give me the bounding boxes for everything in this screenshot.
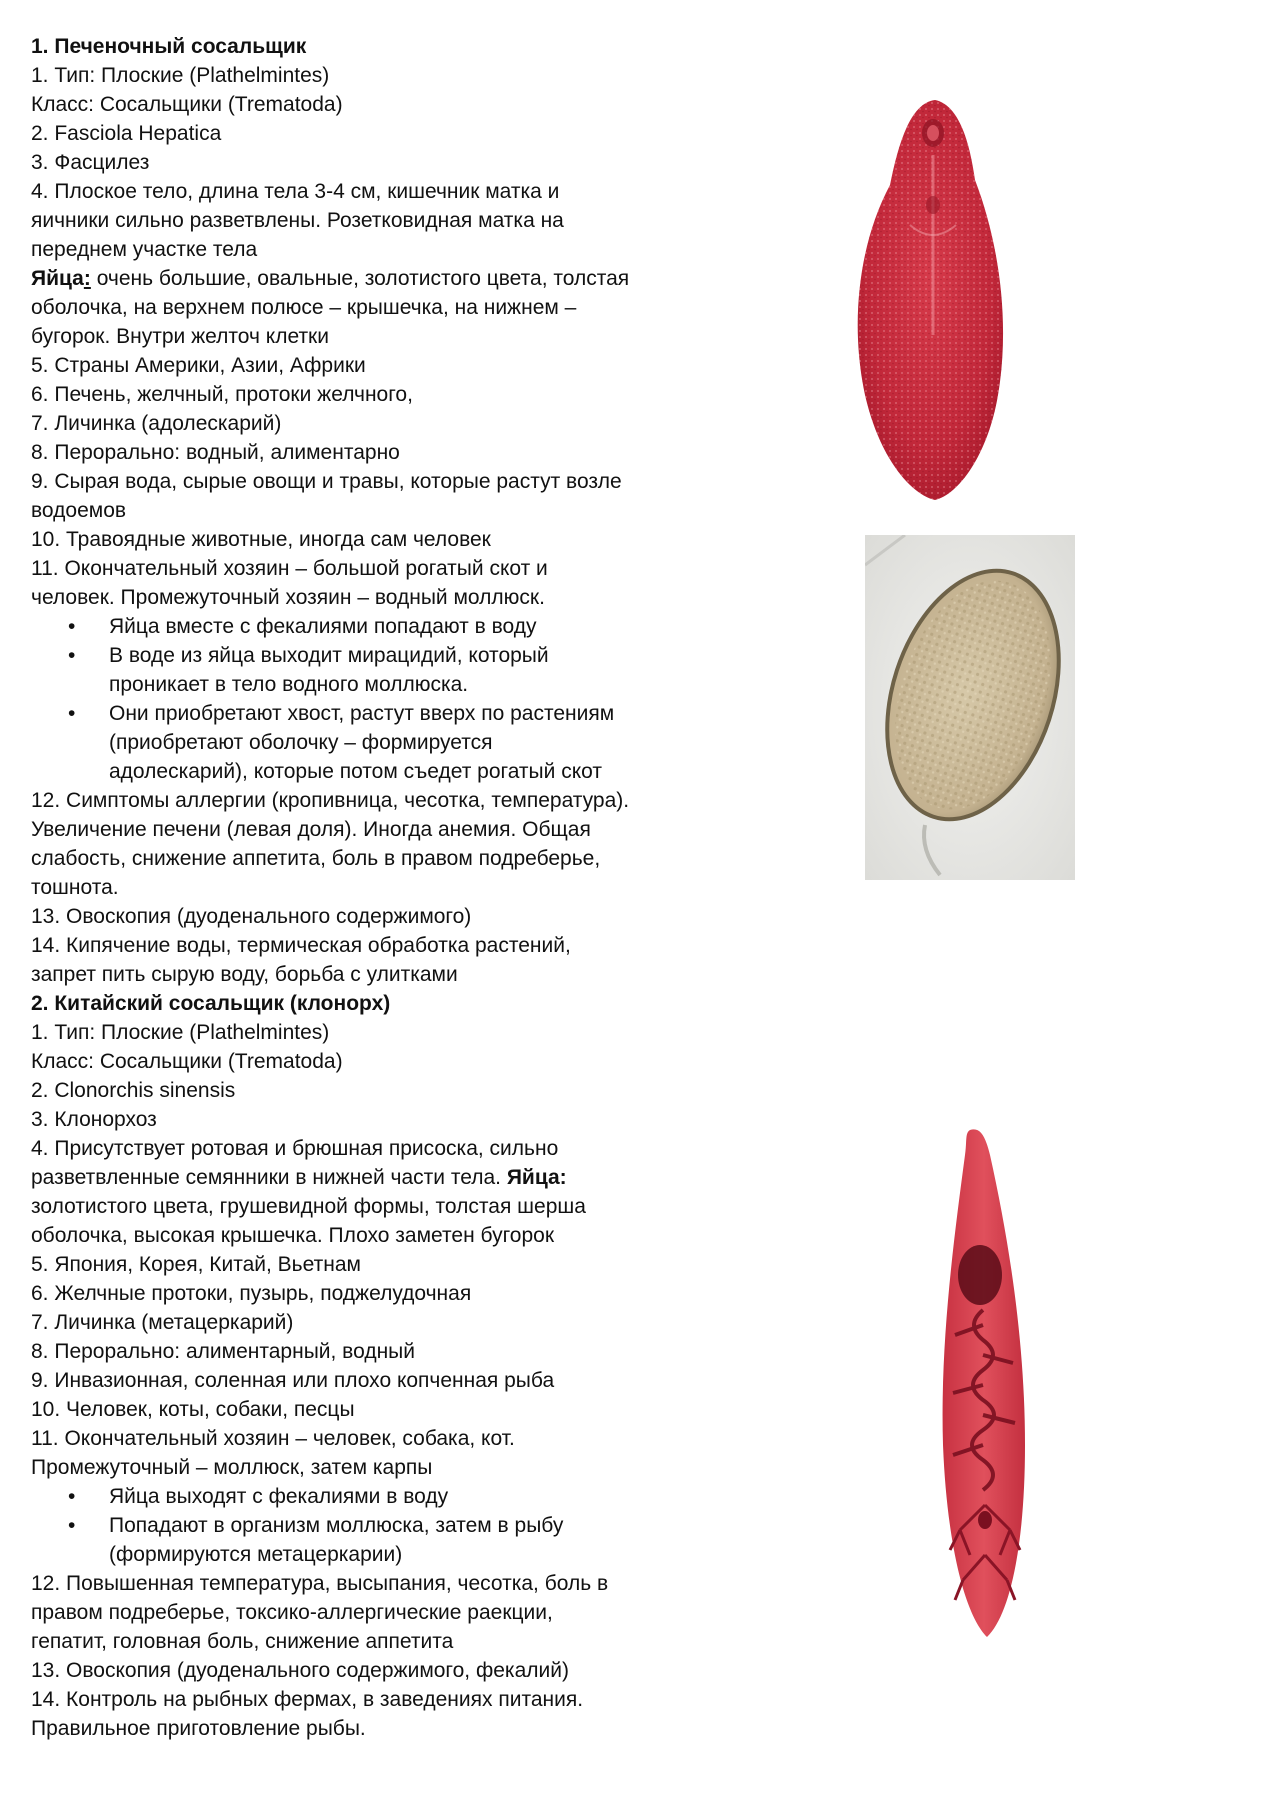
lifecycle-list — [31, 612, 631, 786]
bullet-icon: • — [68, 1514, 76, 1537]
text-line: 14. Кипячение воды, термическая обработка растений, запрет пить сырую воду, борьба с улитками — [31, 934, 571, 986]
text-line: 13. Овоскопия (дуоденального содержимого, фекалий) — [31, 1659, 569, 1682]
text-line: 2. Clonorchis sinensis — [31, 1079, 236, 1102]
text-line: 12. Симптомы аллергии (кропивница, чесотка, температура). Увеличение печени (левая доля). Иногда анемия. Общая слабость, снижение аппетита, боль в правом подреберье, тошнота. — [31, 789, 630, 899]
text-line: 12. Повышенная температура, высыпания, чесотка, боль в правом подреберье, токсико-аллергические раекции, гепатит, головная боль, снижение аппетита — [31, 1572, 609, 1653]
bullet-icon: • — [68, 702, 76, 725]
lifecycle-list — [31, 1482, 631, 1569]
list-item: • Они приобретают хвост, растут вверх по растениям (приобретают оболочку – формируется адолескарий), которые потом съедет рогатый скот — [31, 699, 631, 786]
text-column — [31, 32, 631, 1743]
fasciola-illustration — [840, 95, 1015, 505]
text-line: 1. Тип: Плоские (Plathelmintes) — [31, 1021, 330, 1044]
text-line: 1. Тип: Плоские (Plathelmintes) — [31, 64, 330, 87]
text-line: 9. Инвазионная, соленная или плохо копченная рыба — [31, 1369, 555, 1392]
text-line: 9. Сырая вода, сырые овощи и травы, которые растут возле водоемов — [31, 470, 622, 522]
list-item: • Яйца вместе с фекалиями попадают в воду — [31, 612, 631, 641]
text-line: 8. Перорально: водный, алиментарно — [31, 441, 400, 464]
text-line: 10. Травоядные животные, иногда сам человек — [31, 528, 491, 551]
fasciola-hepatica-image — [840, 95, 1015, 505]
eggs-paragraph — [31, 264, 631, 351]
section-heading: 1. Печеночный сосальщик — [31, 35, 307, 58]
item4-paragraph — [31, 1134, 631, 1250]
fasciola-egg-image — [865, 535, 1075, 880]
item4-text: 4. Присутствует ротовая и брюшная присоска, сильно разветвленные семянники в нижней части тела. — [31, 1137, 559, 1189]
list-item: • Яйца выходят с фекалиями в воду — [31, 1482, 631, 1511]
text-line: 11. Окончательный хозяин – большой рогатый скот и человек. Промежуточный хозяин – водный моллюск. — [31, 557, 548, 609]
clonorchis-sinensis-image — [925, 1125, 1050, 1640]
text-line: 4. Плоское тело, длина тела 3-4 см, кишечник матка и яичники сильно разветвлены. Розетковидная матка на переднем участке тела — [31, 180, 564, 261]
text-line: 6. Желчные протоки, пузырь, поджелудочная — [31, 1282, 472, 1305]
text-line: 8. Перорально: алиментарный, водный — [31, 1340, 415, 1363]
bullet-icon: • — [68, 615, 76, 638]
text-line: 7. Личинка (адолескарий) — [31, 412, 282, 435]
text-line: 11. Окончательный хозяин – человек, собака, кот. Промежуточный – моллюск, затем карпы — [31, 1427, 515, 1479]
text-line: 14. Контроль на рыбных фермах, в заведениях питания. Правильное приготовление рыбы. — [31, 1688, 584, 1740]
clonorchis-illustration — [925, 1125, 1050, 1640]
text-line: Класс: Сосальщики (Trematoda) — [31, 93, 343, 116]
list-item: • Попадают в организм моллюска, затем в рыбу (формируются метацеркарии) — [31, 1511, 631, 1569]
eggs-text: золотистого цвета, грушевидной формы, толстая шерша оболочка, высокая крышечка. Плохо заметен бугорок — [31, 1195, 586, 1247]
text-line: 10. Человек, коты, собаки, песцы — [31, 1398, 355, 1421]
text-line: 3. Фасцилез — [31, 151, 150, 174]
section-fasciola — [31, 32, 631, 989]
egg-illustration — [865, 535, 1075, 880]
text-line: 5. Япония, Корея, Китай, Вьетнам — [31, 1253, 361, 1276]
text-line: 2. Fasciola Hepatica — [31, 122, 222, 145]
eggs-colon: : — [83, 267, 91, 290]
eggs-label: Яйца — [31, 267, 84, 290]
text-line: 3. Клонорхоз — [31, 1108, 157, 1131]
text-line: Класс: Сосальщики (Trematoda) — [31, 1050, 343, 1073]
section-heading: 2. Китайский сосальщик (клонорх) — [31, 992, 391, 1015]
text-line: 7. Личинка (метацеркарий) — [31, 1311, 294, 1334]
bullet-icon: • — [68, 644, 76, 667]
eggs-text: очень большие, овальные, золотистого цвета, толстая оболочка, на верхнем полюсе – крышечка, на нижнем – бугорок. Внутри желточ клетки — [31, 267, 630, 348]
text-line: 13. Овоскопия (дуоденального содержимого) — [31, 905, 472, 928]
eggs-label: Яйца: — [506, 1166, 567, 1189]
text-line: 5. Страны Америки, Азии, Африки — [31, 354, 366, 377]
list-item: • В воде из яйца выходит мирацидий, который проникает в тело водного моллюска. — [31, 641, 631, 699]
text-line: 6. Печень, желчный, протоки желчного, — [31, 383, 413, 406]
section-clonorchis — [31, 989, 631, 1743]
bullet-icon: • — [68, 1485, 76, 1508]
